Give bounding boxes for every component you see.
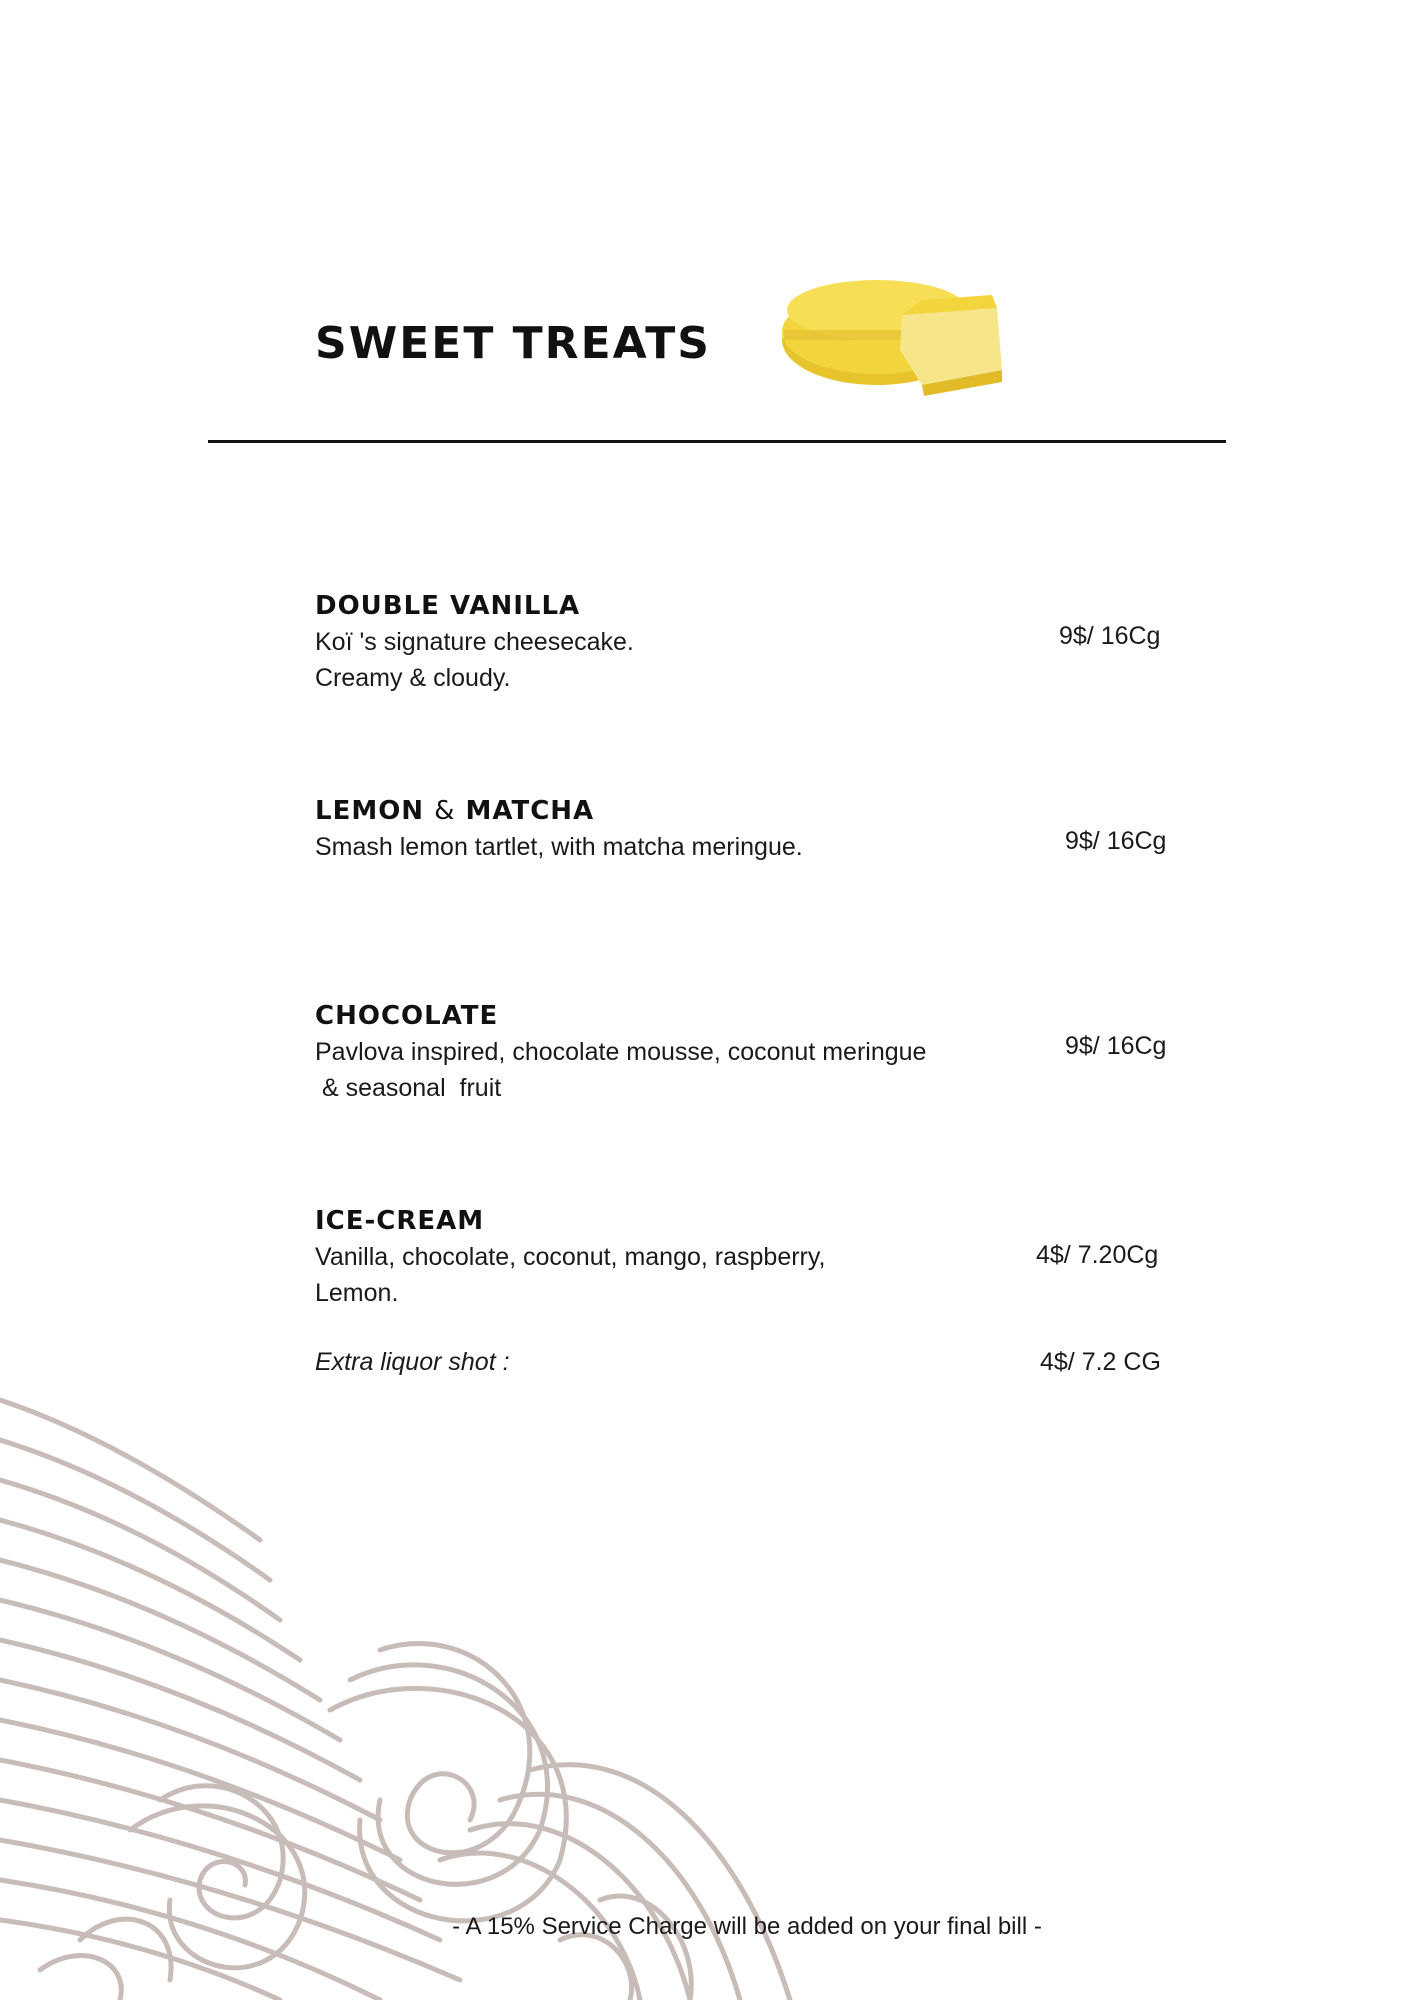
service-charge-note: - A 15% Service Charge will be added on your final bill -: [452, 1913, 1042, 1940]
menu-item-chocolate: [315, 998, 1195, 1106]
item-price: 9$/ 16Cg: [1065, 1032, 1167, 1060]
item-description-line: & seasonal fruit: [315, 1074, 502, 1102]
extra-liquor-price: 4$/ 7.2 CG: [1040, 1348, 1161, 1376]
item-price: 9$/ 16Cg: [1059, 622, 1161, 650]
item-description-line: Pavlova inspired, chocolate mousse, coconut meringue: [315, 1038, 927, 1066]
item-price: 4$/ 7.20Cg: [1036, 1241, 1159, 1269]
item-description-line: Koï 's signature cheesecake.: [315, 628, 634, 656]
item-name: LEMON & MATCHA: [315, 796, 595, 826]
page-title: SWEET TREATS: [315, 318, 711, 369]
item-description-line: Lemon.: [315, 1279, 399, 1307]
item-price: 9$/ 16Cg: [1065, 827, 1167, 855]
item-name: DOUBLE VANILLA: [315, 591, 581, 621]
cheesecake-icon: [772, 270, 1012, 410]
item-description-line: Creamy & cloudy.: [315, 664, 511, 692]
title-divider: [208, 440, 1226, 443]
item-description-line: Smash lemon tartlet, with matcha meringue.: [315, 833, 803, 861]
item-description-line: Vanilla, chocolate, coconut, mango, raspberry,: [315, 1243, 826, 1271]
menu-item-lemon-matcha: [315, 793, 1195, 865]
extra-liquor-label: Extra liquor shot :: [315, 1348, 510, 1376]
item-name: CHOCOLATE: [315, 1001, 499, 1031]
wave-pattern-background: [0, 1380, 1414, 2000]
item-name: ICE-CREAM: [315, 1206, 485, 1236]
